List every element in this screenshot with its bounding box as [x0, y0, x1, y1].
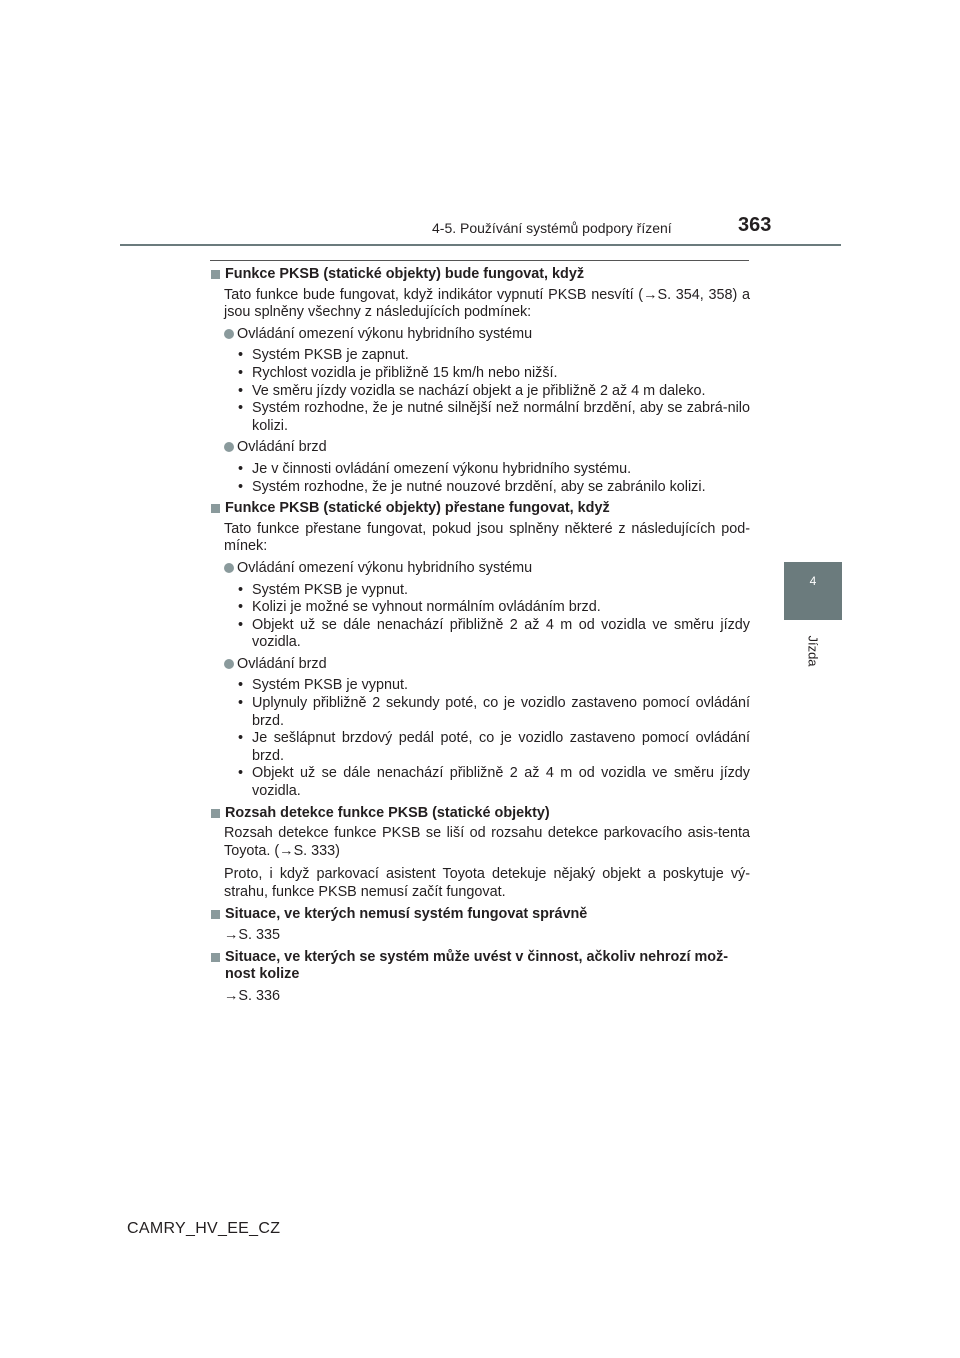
list-item: • Kolizi je možné se vyhnout normálním ovládáním brzd. [238, 599, 601, 616]
section-paragraph: Rozsah detekce funkce PKSB se liší od rozsahu detekce parkovacího asis-tenta Toyota. (→S. 333) [224, 825, 750, 859]
subsection-title: Ovládání brzd [224, 439, 750, 457]
list-item: • Systém rozhodne, že je nutné silnější než normální brzdění, aby se zabrá-nilo kolizi. [238, 400, 750, 434]
page-reference: →S. 336 [224, 987, 280, 1004]
list-item: • Systém rozhodne, že je nutné nouzové brzdění, aby se zabránilo kolizi. [238, 478, 706, 495]
content-divider [210, 260, 749, 261]
list-item: • Je sešlápnut brzdový pedál poté, co je vozidlo zastaveno pomocí ovládání brzd. [238, 730, 750, 764]
page-reference: →S. 335 [224, 927, 280, 944]
list-item: • Je v činnosti ovládání omezení výkonu hybridního systému. [238, 460, 632, 477]
chapter-label: Jízda [805, 635, 821, 667]
condition-list [238, 347, 750, 435]
page-number: 363 [738, 214, 772, 236]
circle-bullet-icon [224, 563, 234, 573]
chapter-number: 4 [809, 574, 817, 588]
circle-bullet-icon [224, 442, 234, 452]
header-divider [120, 244, 841, 246]
section-paragraph: Proto, i když parkovací asistent Toyota detekuje nějaký objekt a poskytuje vý-strahu, funkce PKSB nemusí začít fungovat. [224, 866, 750, 900]
square-bullet-icon [211, 910, 220, 919]
subsection-title: Ovládání omezení výkonu hybridního systému [224, 560, 750, 578]
section-intro: Tato funkce přestane fungovat, pokud jsou splněny některé z následujících pod-mínek: [224, 520, 750, 555]
list-item: • Rychlost vozidla je přibližně 15 km/h nebo nižší. [238, 364, 558, 381]
list-item: • Systém PKSB je vypnut. [238, 581, 408, 598]
subsection-title: Ovládání brzd [224, 656, 750, 674]
square-bullet-icon [211, 270, 220, 279]
square-bullet-icon [211, 953, 220, 962]
section-heading: Funkce PKSB (statické objekty) přestane fungovat, když [210, 500, 750, 518]
section-heading: Funkce PKSB (statické objekty) bude fungovat, když [210, 266, 750, 284]
footer-document-code: CAMRY_HV_EE_CZ [127, 1220, 281, 1237]
section-heading: Rozsah detekce funkce PKSB (statické objekty) [210, 805, 750, 823]
list-item: • Ve směru jízdy vozidla se nachází objekt a je přibližně 2 až 4 m daleko. [238, 382, 706, 399]
page-content [210, 266, 750, 1006]
list-item: • Uplynuly přibližně 2 sekundy poté, co je vozidlo zastaveno pomocí ovládání brzd. [238, 695, 750, 729]
square-bullet-icon [211, 809, 220, 818]
section-intro: Tato funkce bude fungovat, když indikátor vypnutí PKSB nesvítí (→S. 354, 358) a jsou splněny všechny z následujících podmínek: [224, 286, 750, 321]
list-item: • Systém PKSB je zapnut. [238, 347, 409, 364]
condition-list [238, 582, 750, 652]
section-heading: Situace, ve kterých se systém může uvést v činnost, ačkoliv nehrozí mož-nost kolize [210, 949, 750, 984]
circle-bullet-icon [224, 659, 234, 669]
condition-list [238, 677, 750, 800]
list-item: • Objekt už se dále nenachází přibližně 2 až 4 m od vozidla ve směru jízdy vozidla. [238, 616, 750, 651]
list-item: • Systém PKSB je vypnut. [238, 677, 408, 694]
list-item: • Objekt už se dále nenachází přibližně 2 až 4 m od vozidla ve směru jízdy vozidla. [238, 765, 750, 800]
section-heading: Situace, ve kterých nemusí systém fungovat správně [210, 906, 750, 924]
header-section-title: 4-5. Používání systémů podpory řízení [432, 220, 672, 236]
circle-bullet-icon [224, 329, 234, 339]
subsection-title: Ovládání omezení výkonu hybridního systému [224, 326, 750, 344]
chapter-tab [784, 562, 842, 620]
condition-list [238, 461, 750, 496]
square-bullet-icon [211, 504, 220, 513]
